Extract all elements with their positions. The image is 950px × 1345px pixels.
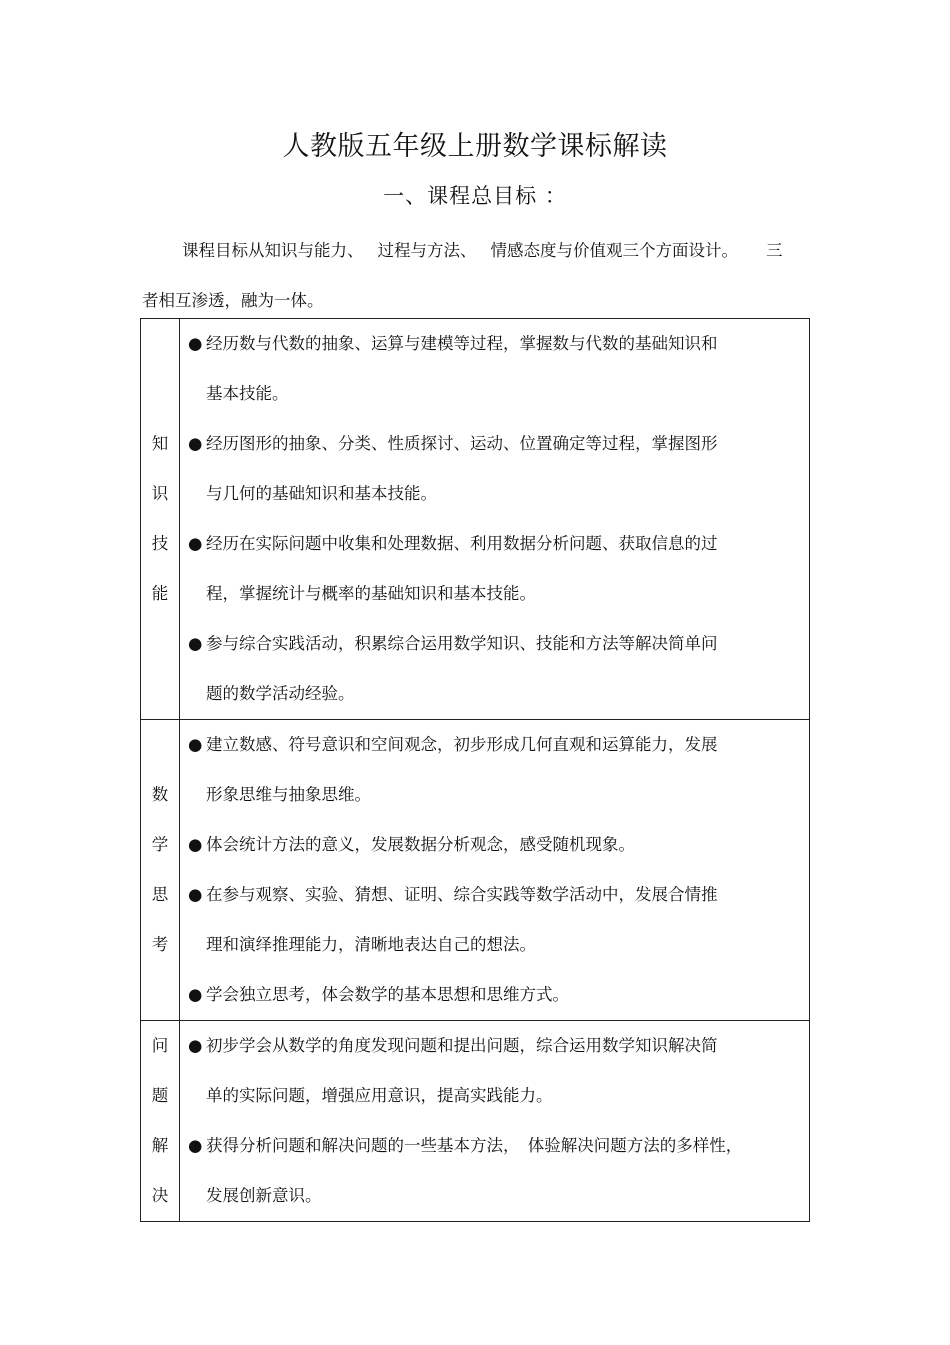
bullet-icon: ● [188,534,203,553]
category-cell [141,720,180,1021]
category-char: 技 [151,534,169,553]
bullet-icon: ● [188,434,203,453]
list-item [188,419,809,519]
bullet-icon: ● [188,1036,203,1055]
list-item [188,619,809,719]
category-char: 题 [151,1086,169,1105]
item-text: 学会独立思考，体会数学的基本思想和思维方式。 [206,985,569,1004]
page-title: 人教版五年级上册数学课标解读 [282,131,668,162]
item-text: 在参与观察、实验、猜想、证明、综合实践等数学活动中，发展合情推 [206,885,718,904]
intro-text: 过程与方法、 [377,241,477,260]
intro-paragraph [142,226,812,326]
content-cell [180,319,810,720]
bullet-icon: ● [188,985,203,1004]
table-row [141,319,810,720]
bullet-icon: ● [188,1136,203,1155]
item-text: 建立数感、符号意识和空间观念，初步形成几何直观和运算能力，发展 [206,735,718,754]
category-char: 知 [151,434,169,453]
bullet-icon: ● [188,634,203,653]
item-continuation: 形象思维与抽象思维。 [206,785,371,804]
list-item [188,1121,809,1221]
list-item [188,720,809,820]
bullet-icon: ● [188,735,203,754]
category-char: 决 [151,1186,169,1205]
item-continuation: 题的数学活动经验。 [206,684,355,703]
item-text: 经历数与代数的抽象、运算与建模等过程，掌握数与代数的基础知识和 [206,334,718,353]
bullet-icon: ● [188,885,203,904]
table-row [141,720,810,1021]
item-text: 参与综合实践活动，积累综合运用数学知识、技能和方法等解决简单问 [206,634,718,653]
list-item [188,820,809,870]
category-char: 考 [151,935,169,954]
list-item [188,319,809,419]
item-continuation: 单的实际问题，增强应用意识，提高实践能力。 [206,1086,553,1105]
list-item [188,519,809,619]
item-continuation: 基本技能。 [206,384,289,403]
bullet-icon: ● [188,835,203,854]
intro-line-2: 者相互渗透，融为一体。 [142,291,324,310]
item-text: 获得分析问题和解决问题的一些基本方法， 体验解决问题方法的多样性， [206,1136,743,1155]
intro-text: 课程目标从知识与能力、 [182,241,364,260]
category-cell [141,319,180,720]
item-continuation: 程，掌握统计与概率的基础知识和基本技能。 [206,584,536,603]
item-continuation: 理和演绎推理能力，清晰地表达自己的想法。 [206,935,536,954]
category-char: 解 [151,1136,169,1155]
category-cell [141,1021,180,1222]
item-continuation: 与几何的基础知识和基本技能。 [206,484,437,503]
category-char: 问 [151,1036,169,1055]
category-char: 数 [151,785,169,804]
content-cell [180,1021,810,1222]
item-text: 体会统计方法的意义，发展数据分析观念，感受随机现象。 [206,835,635,854]
item-text: 经历在实际问题中收集和处理数据、利用数据分析问题、获取信息的过 [206,534,718,553]
intro-text: 三 [766,241,783,260]
section-heading: 一、课程总目标 ： [383,184,567,208]
item-text: 经历图形的抽象、分类、性质探讨、运动、位置确定等过程，掌握图形 [206,434,718,453]
item-text: 初步学会从数学的角度发现问题和提出问题，综合运用数学知识解决简 [206,1036,718,1055]
list-item [188,870,809,970]
table-row [141,1021,810,1222]
list-item [188,1021,809,1121]
bullet-icon: ● [188,334,203,353]
category-char: 思 [151,885,169,904]
intro-text: 情感态度与价值观三个方面设计。 [490,241,738,260]
content-cell [180,720,810,1021]
item-continuation: 发展创新意识。 [206,1186,322,1205]
list-item [188,970,809,1020]
intro-line-1 [142,226,812,276]
category-char: 能 [151,584,169,603]
category-char: 学 [151,835,169,854]
goals-table [140,318,810,1222]
category-char: 识 [151,484,169,503]
